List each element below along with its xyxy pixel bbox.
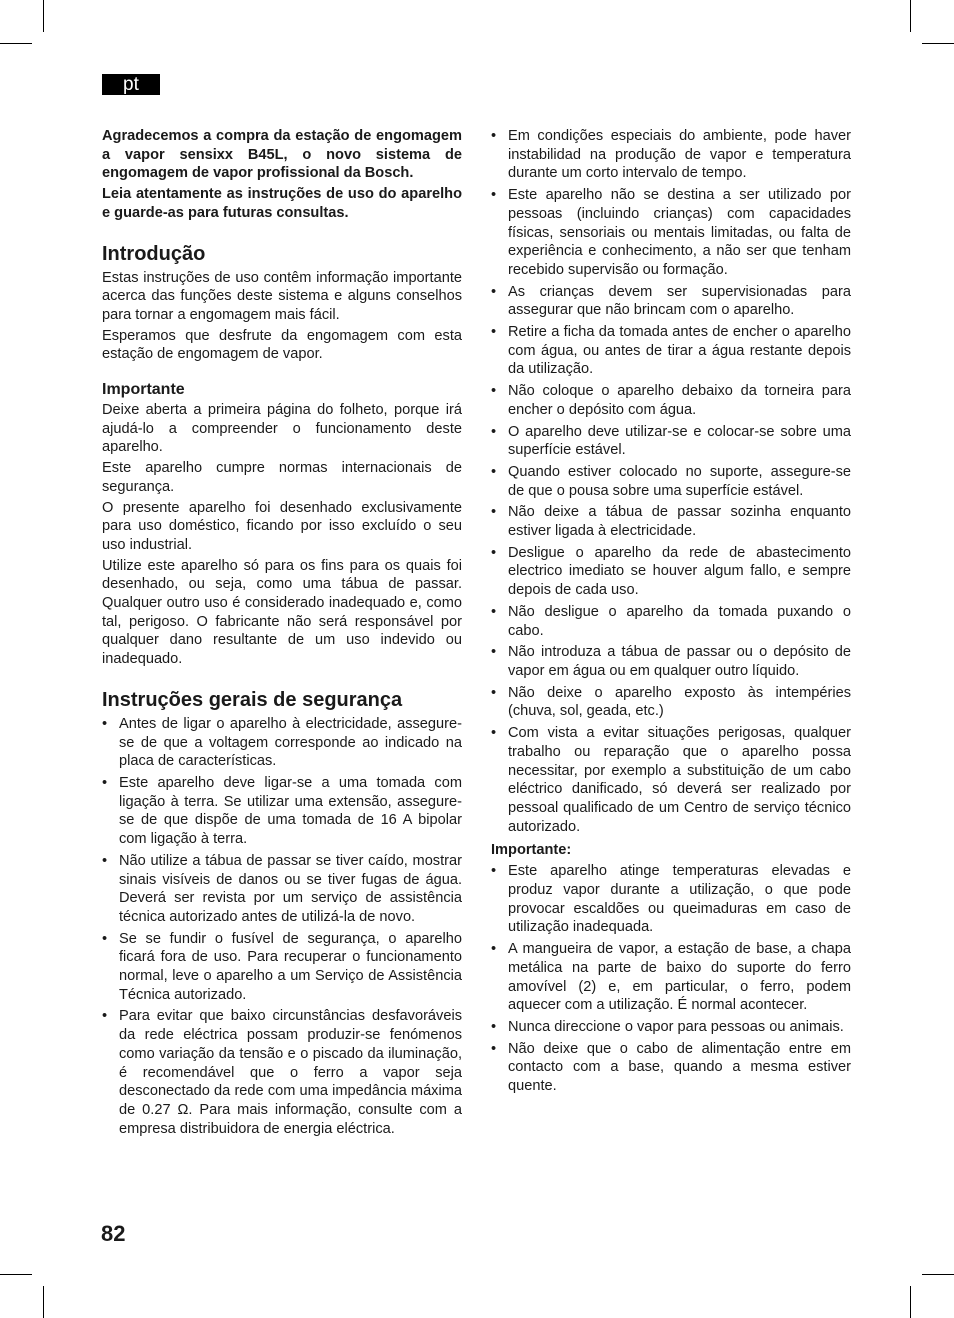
intro-paragraph: Leia atentamente as instruções de uso do aparelho e guarde-as para futuras consultas. bbox=[102, 186, 462, 221]
crop-mark bbox=[910, 0, 911, 32]
list-item: • Em condições especiais do ambiente, pode haver instabilidad na produção de vapor e temperatura durante um corto intervalo de tempo. bbox=[491, 127, 851, 183]
paragraph: Estas instruções de uso contêm informação importante acerca das funções deste sistema e alguns conselhos para tornar a engomagem mais fácil. bbox=[102, 269, 462, 323]
list-item: • Quando estiver colocado no suporte, assegure-se de que o pousa sobre uma superfície estável. bbox=[491, 463, 851, 500]
left-column bbox=[102, 127, 462, 1141]
language-tab: pt bbox=[102, 74, 160, 95]
warning-list bbox=[491, 862, 851, 1095]
paragraph: Deixe aberta a primeira página do folheto, porque irá ajudá-lo a compreender o funcionamento deste aparelho. bbox=[102, 402, 462, 456]
list-item: • Para evitar que baixo circunstâncias desfavoráveis da rede eléctrica possam produzir-se fenómenos como variação da tensão e o piscado da iluminação, é recomendável que o ferro a vapor seja desconectado da rede com uma impedância máxima de 0.27 Ω. Para mais informação, consulte com a empresa distribuidora de energia eléctrica. bbox=[102, 1007, 462, 1138]
list-item: • Desligue o aparelho da rede de abastecimento electrico imediato se houver algum fallo, e sempre depois de cada uso. bbox=[491, 544, 851, 600]
list-item: • A mangueira de vapor, a estação de base, a chapa metálica na parte de baixo do suporte do ferro amovível (2) e, em particular, o ferro, podem aquecer com a utilização. É normal acontecer. bbox=[491, 940, 851, 1015]
safety-list bbox=[102, 715, 462, 1138]
heading-importante: Importante bbox=[102, 381, 185, 399]
list-item: • Não deixe a tábua de passar sozinha enquanto estiver ligada à electricidade. bbox=[491, 503, 851, 540]
list-item: • Este aparelho não se destina a ser utilizado por pessoas (incluindo crianças) com capacidades físicas, sensoriais ou mentais limitadas, ou falta de experiência e conhecimento, a não ser que tenham recebido supervisão ou formação. bbox=[491, 186, 851, 280]
list-item: • Com vista a evitar situações perigosas, qualquer trabalho ou reparação que o aparelho possa necessitar, por exemplo a substituição de um cabo eléctrico danificado, só deverá ser realizado por pessoal qualificado de um Centro de serviço técnico autorizado. bbox=[491, 724, 851, 836]
list-item: • Não deixe o aparelho exposto às intempéries (chuva, sol, geada, etc.) bbox=[491, 684, 851, 721]
crop-mark bbox=[922, 1274, 954, 1275]
list-item: • O aparelho deve utilizar-se e colocar-se sobre uma superfície estável. bbox=[491, 423, 851, 460]
list-item: • Nunca direccione o vapor para pessoas ou animais. bbox=[491, 1018, 851, 1037]
list-item: • Este aparelho deve ligar-se a uma tomada com ligação à terra. Se utilizar uma extensão, assegure-se de que dispõe de uma tomada de 16 A bipolar com ligação à terra. bbox=[102, 774, 462, 849]
page-number: 82 bbox=[101, 1221, 126, 1246]
crop-mark bbox=[0, 43, 32, 44]
crop-mark bbox=[43, 1286, 44, 1318]
heading-seguranca: Instruções gerais de segurança bbox=[102, 688, 403, 711]
safety-list-continued bbox=[491, 127, 851, 836]
list-item: • Não introduza a tábua de passar ou o depósito de vapor em água ou em qualquer outro líquido. bbox=[491, 643, 851, 680]
intro-paragraph: Agradecemos a compra da estação de engomagem a vapor sensixx B45L, o novo sistema de engomagem de vapor profissional da Bosch. bbox=[102, 128, 462, 182]
list-item: • As crianças devem ser supervisionadas para assegurar que não brincam com o aparelho. bbox=[491, 283, 851, 320]
crop-mark bbox=[0, 1274, 32, 1275]
heading-introducao: Introdução bbox=[102, 242, 206, 265]
right-column bbox=[491, 127, 851, 1099]
paragraph: Esperamos que desfrute da engomagem com esta estação de engomagem de vapor. bbox=[102, 327, 462, 363]
intro-block bbox=[102, 127, 462, 223]
crop-mark bbox=[43, 0, 44, 32]
list-item: • Este aparelho atinge temperaturas elevadas e produz vapor durante a utilização, o que pode provocar escaldões ou queimaduras em caso de utilização inadequada. bbox=[491, 862, 851, 937]
list-item: • Retire a ficha da tomada antes de encher o aparelho com água, ou antes de tirar a água restante depois da utilização. bbox=[491, 323, 851, 379]
list-item: • Não coloque o aparelho debaixo da torneira para encher o depósito com água. bbox=[491, 382, 851, 419]
heading-importante-2: Importante: bbox=[491, 842, 572, 859]
list-item: • Não deixe que o cabo de alimentação entre em contacto com a base, quando a mesma estiver quente. bbox=[491, 1040, 851, 1096]
crop-mark bbox=[922, 43, 954, 44]
list-item: • Antes de ligar o aparelho à electricidade, assegure-se de que a voltagem corresponde ao indicado na placa de características. bbox=[102, 715, 462, 771]
paragraph: O presente aparelho foi desenhado exclusivamente para uso doméstico, ficando por isso excluído o seu uso industrial. bbox=[102, 499, 462, 553]
list-item: • Se se fundir o fusível de segurança, o aparelho ficará fora de uso. Para recuperar o funcionamento normal, leve o aparelho a um Serviço de Assistência Técnica autorizado. bbox=[102, 930, 462, 1005]
crop-mark bbox=[910, 1286, 911, 1318]
paragraph: Este aparelho cumpre normas internacionais de segurança. bbox=[102, 460, 462, 495]
list-item: • Não utilize a tábua de passar se tiver caído, mostrar sinais visíveis de danos ou se tiver fugas de água. Deverá ser revista por um serviço de assistência técnica autorizado antes de utilizá-la de novo. bbox=[102, 852, 462, 927]
list-item: • Não desligue o aparelho da tomada puxando o cabo. bbox=[491, 603, 851, 640]
paragraph: Utilize este aparelho só para os fins para os quais foi desenhado, ou seja, como uma tábua de passar. Qualquer outro uso é considerado inadequado e, como tal, perigoso. O fabricante não será responsável por qualquer dano resultante de um uso indevido ou inadequado. bbox=[102, 557, 462, 668]
